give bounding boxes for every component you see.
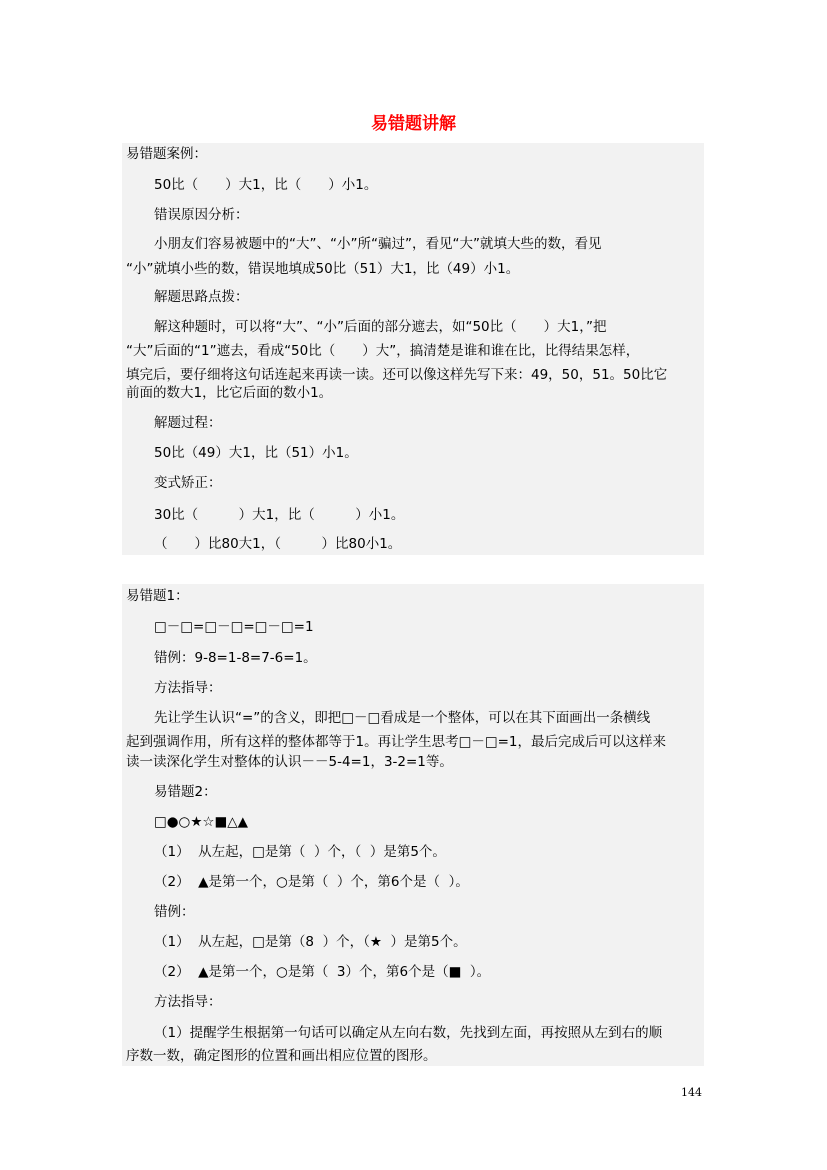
hint-text-line: 填完后，要仔细将这句话连起来再读一读。还可以像这样先写下来：49，50，51。50比它 (126, 367, 668, 383)
variant-question: （ ）比80大1，（ ）比80小1。 (154, 536, 402, 552)
section-heading-wrong: 错例： (154, 904, 195, 920)
question1-equation: □－□=□－□=□－□=1 (154, 619, 314, 635)
wrong-example-item1: （1） 从左起，□是第（8 ）个，（★ ）是第5个。 (154, 934, 467, 950)
question1-wrong-example: 错例：9-8=1-8=7-6=1。 (154, 650, 317, 666)
variant-question: 30比（ ）大1，比（ ）小1。 (154, 507, 405, 523)
hint-text-line: “大”后面的“1”遮去，看成“50比（ ）大”，搞清楚是谁和谁在比，比得结果怎样， (126, 343, 640, 359)
section-heading-question2: 易错题2： (154, 784, 217, 800)
section-heading-method2: 方法指导： (154, 994, 222, 1010)
error-questions-block (122, 584, 704, 1066)
wrong-example-item2: （2） ▲是第一个，○是第（ 3）个，第6个是（■ ）。 (154, 964, 491, 980)
method-text-line: 先让学生认识“=”的含义，即把□－□看成是一个整体，可以在其下面画出一条横线 (154, 710, 651, 726)
process-answer: 50比（49）大1，比（51）小1。 (154, 445, 358, 461)
question2-item1: （1） 从左起，□是第（ ）个，（ ）是第5个。 (154, 844, 446, 860)
method-text-line: 起到强调作用，所有这样的整体都等于1。再让学生思考□－□=1，最后完成后可以这样来 (126, 734, 666, 750)
section-heading-variant: 变式矫正： (154, 475, 222, 491)
page-number: 144 (681, 1086, 702, 1099)
section-heading-analysis: 错误原因分析： (154, 207, 249, 223)
section-heading-case: 易错题案例： (126, 146, 207, 162)
case-question: 50比（ ）大1，比（ ）小1。 (154, 177, 378, 193)
method2-text-line: 序数一数，确定图形的位置和画出相应位置的图形。 (126, 1048, 437, 1064)
analysis-text-line: “小”就填小些的数，错误地填成50比（51）大1，比（49）小1。 (126, 261, 520, 277)
question2-item2: （2） ▲是第一个，○是第（ ）个，第6个是（ ）。 (154, 874, 469, 890)
section-heading-question1: 易错题1： (126, 588, 189, 604)
page-title: 易错题讲解 (371, 114, 456, 134)
section-heading-hint: 解题思路点拨： (154, 289, 249, 305)
hint-text-line: 前面的数大1，比它后面的数小1。 (126, 385, 333, 401)
hint-text-line: 解这种题时，可以将“大”、“小”后面的部分遮去，如“50比（ ）大1，”把 (154, 319, 607, 335)
analysis-text-line: 小朋友们容易被题中的“大”、“小”所“骗过”，看见“大”就填大些的数，看见 (154, 236, 602, 252)
section-heading-process: 解题过程： (154, 415, 222, 431)
section-heading-method: 方法指导： (154, 680, 222, 696)
method2-text-line: （1）提醒学生根据第一句话可以确定从左向右数，先找到左面，再按照从左到右的顺 (154, 1025, 663, 1041)
question2-shapes: □●○★☆■△▲ (154, 814, 249, 830)
method-text-line: 读一读深化学生对整体的认识－－5-4=1，3-2=1等。 (126, 754, 453, 770)
error-case-block (122, 143, 704, 555)
